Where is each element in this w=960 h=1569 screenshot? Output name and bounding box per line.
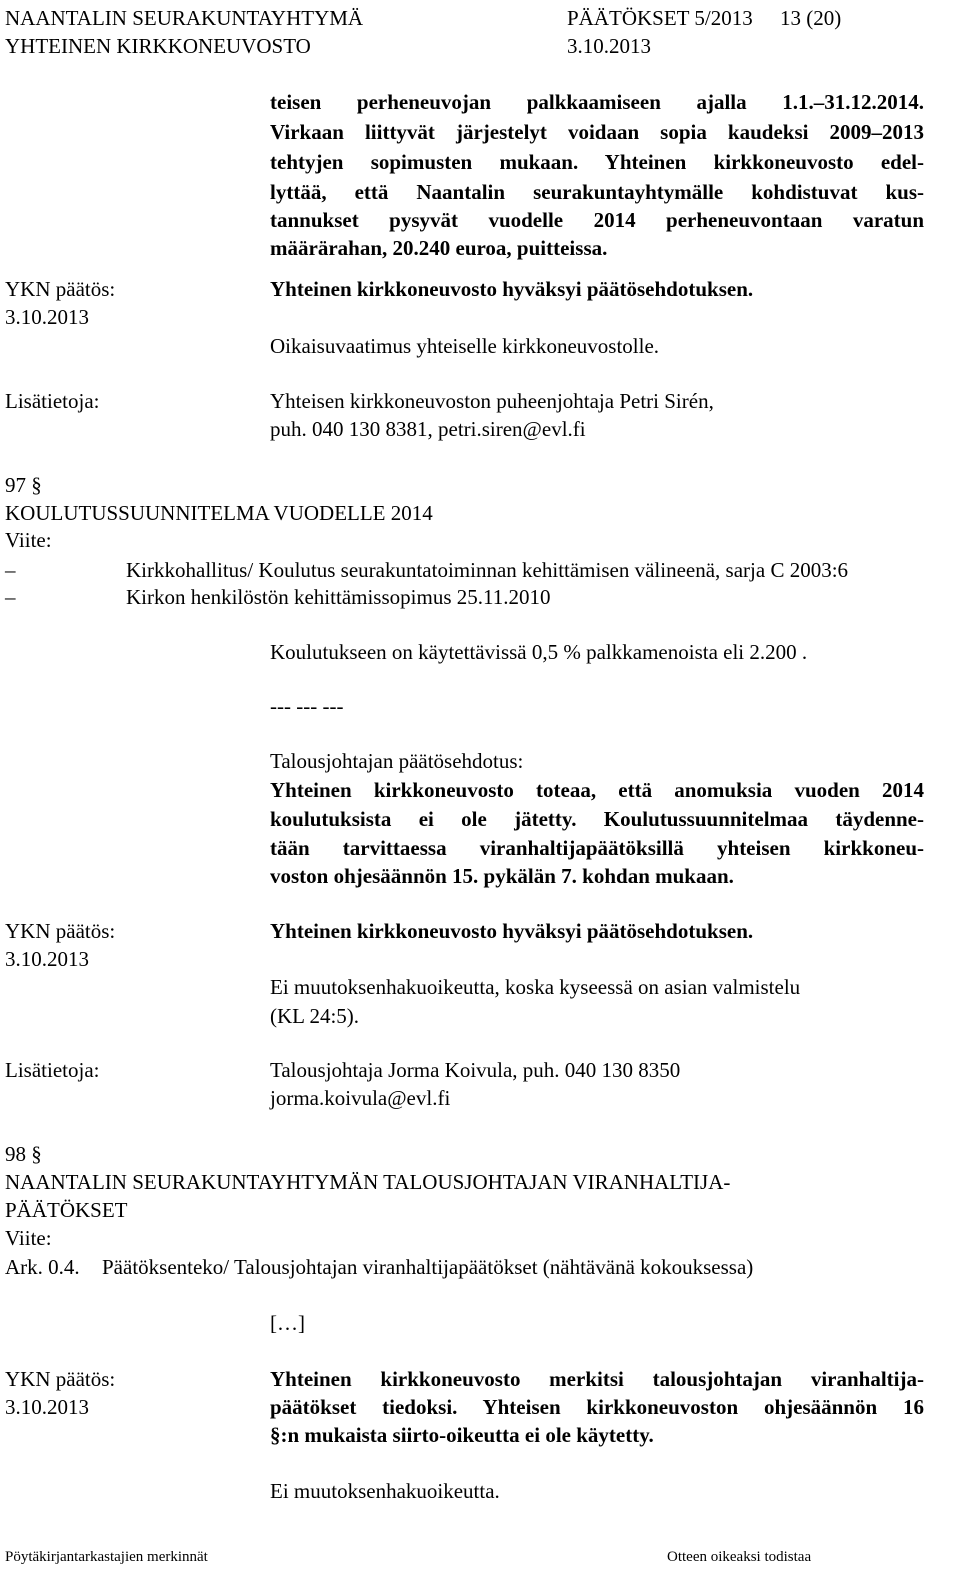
proposal-line: koulutuksista ei ole jätetty. Koulutussuunnitelmaa täydenne-: [270, 807, 924, 831]
footer-left: Pöytäkirjantarkastajien merkinnät: [5, 1549, 208, 1565]
info-line: jorma.koivula@evl.fi: [270, 1086, 451, 1110]
proposal-line: tään tarvittaessa viranhaltijapäätöksillä yhteisen kirkkoneu-: [270, 836, 924, 860]
appeal-text: (KL 24:5).: [270, 1004, 360, 1028]
proposal-line: Yhteinen kirkkoneuvosto toteaa, että anomuksia vuoden 2014: [270, 778, 924, 802]
continuation-line: lyttää, että Naantalin seurakuntayhtymälle kohdistuvat kus-: [270, 180, 924, 204]
ref-code: Ark. 0.4.: [5, 1255, 80, 1279]
info-line: Talousjohtaja Jorma Koivula, puh. 040 130 8350: [270, 1058, 681, 1082]
decision-date: 3.10.2013: [5, 305, 89, 329]
section-number: 98 §: [5, 1142, 42, 1166]
ellipsis: […]: [270, 1311, 305, 1335]
info-line: Yhteisen kirkkoneuvoston puheenjohtaja Petri Sirén,: [270, 389, 714, 413]
ref-label: Viite:: [5, 1226, 52, 1250]
ref-label: Viite:: [5, 528, 52, 552]
section-sign-icon: §: [31, 473, 42, 497]
budget-paragraph: Koulutukseen on käytettävissä 0,5 % palkkamenoista eli 2.200 .: [270, 640, 808, 664]
decision-label: YKN päätös:: [5, 277, 116, 301]
separator: --- --- ---: [270, 694, 344, 718]
decision-text: Yhteinen kirkkoneuvosto hyväksyi päätösehdotuksen.: [270, 277, 754, 301]
section-title: PÄÄTÖKSET: [5, 1198, 128, 1222]
continuation-line: määrärahan, 20.240 euroa, puitteissa.: [270, 236, 608, 260]
section-number: 97 §: [5, 473, 42, 497]
decision-line: §:n mukaista siirto-oikeutta ei ole käytetty.: [270, 1423, 654, 1447]
decision-label: YKN päätös:: [5, 919, 116, 943]
continuation-line: tehtyjen sopimusten mukaan. Yhteinen kirkkoneuvosto edel-: [270, 150, 924, 174]
ref-item: Kirkkohallitus/ Koulutus seurakuntatoiminnan kehittämisen välineenä, sarja C 2003:6: [126, 558, 849, 582]
decision-line: Yhteinen kirkkoneuvosto merkitsi talousjohtajan viranhaltija-: [270, 1367, 924, 1391]
info-label: Lisätietoja:: [5, 389, 100, 413]
section-sign-icon: §: [31, 1142, 42, 1166]
info-label: Lisätietoja:: [5, 1058, 100, 1082]
decision-date: 3.10.2013: [5, 947, 89, 971]
header-date: 3.10.2013: [567, 34, 651, 58]
decision-label: YKN päätös:: [5, 1367, 116, 1391]
ref-item: Päätöksenteko/ Talousjohtajan viranhaltijapäätökset (nähtävänä kokouksessa): [102, 1255, 754, 1279]
section-title: NAANTALIN SEURAKUNTAYHTYMÄN TALOUSJOHTAJAN VIRANHALTIJA-: [5, 1170, 731, 1194]
dash-bullet: –: [5, 558, 16, 582]
appeal-text: Ei muutoksenhakuoikeutta, koska kyseessä on asian valmistelu: [270, 975, 801, 999]
section-title: KOULUTUSSUUNNITELMA VUODELLE 2014: [5, 501, 433, 525]
info-line: puh. 040 130 8381, petri.siren@evl.fi: [270, 417, 586, 441]
header-body: YHTEINEN KIRKKONEUVOSTO: [5, 34, 311, 58]
decision-date: 3.10.2013: [5, 1395, 89, 1419]
header-org: NAANTALIN SEURAKUNTAYHTYMÄ: [5, 6, 364, 30]
proposal-label: Talousjohtajan päätösehdotus:: [270, 749, 524, 773]
footer-right: Otteen oikeaksi todistaa: [667, 1549, 812, 1565]
continuation-line: teisen perheneuvojan palkkaamiseen ajalla 1.1.–31.12.2014.: [270, 90, 924, 114]
continuation-line: tannukset pysyvät vuodelle 2014 perheneuvontaan varatun: [270, 208, 924, 232]
decision-text: Yhteinen kirkkoneuvosto hyväksyi päätösehdotuksen.: [270, 919, 754, 943]
header-page: 13 (20): [780, 6, 842, 30]
continuation-line: Virkaan liittyvät järjestelyt voidaan sopia kaudeksi 2009–2013: [270, 120, 924, 144]
dash-bullet: –: [5, 585, 16, 609]
ref-item: Kirkon henkilöstön kehittämissopimus 25.11.2010: [126, 585, 551, 609]
header-doc: PÄÄTÖKSET 5/2013: [567, 6, 753, 30]
appeal-text: Oikaisuvaatimus yhteiselle kirkkoneuvostolle.: [270, 334, 660, 358]
proposal-line: voston ohjesäännön 15. pykälän 7. kohdan mukaan.: [270, 864, 734, 888]
appeal-text: Ei muutoksenhakuoikeutta.: [270, 1479, 500, 1503]
decision-line: päätökset tiedoksi. Yhteisen kirkkoneuvoston ohjesäännön 16: [270, 1395, 924, 1419]
